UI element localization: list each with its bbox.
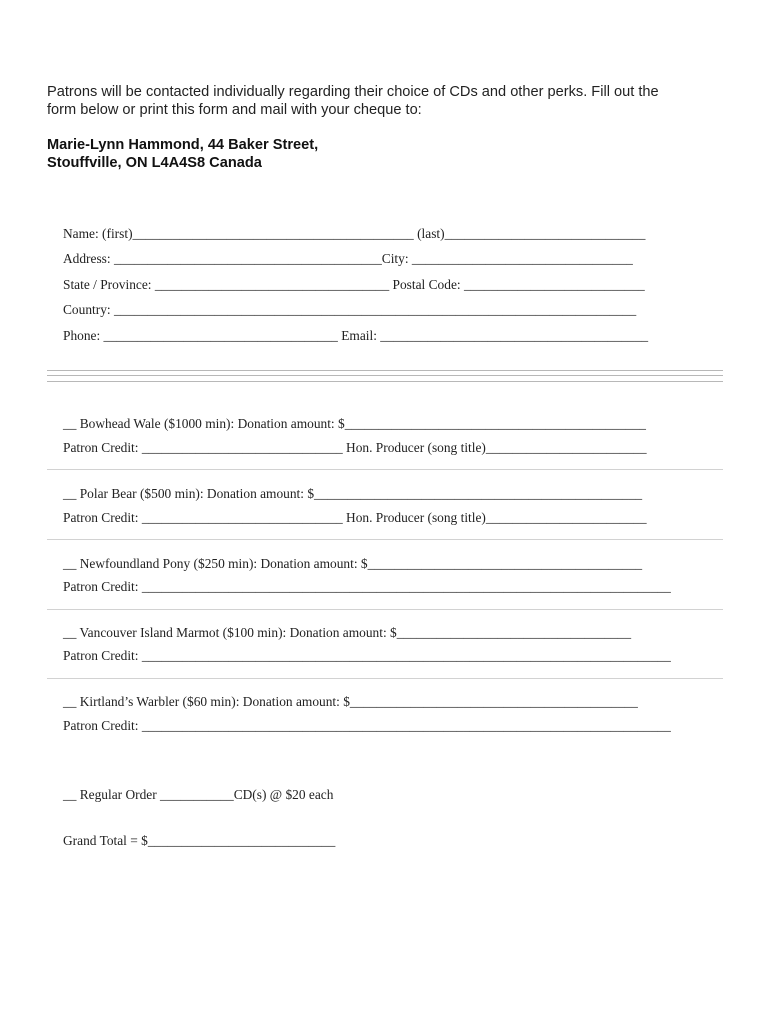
address-line-1: Marie-Lynn Hammond, 44 Baker Street, <box>47 137 319 153</box>
intro-line-2: form below or print this form and mail with your cheque to: <box>47 102 422 118</box>
divider <box>47 370 723 371</box>
tier-pony-credit[interactable]: Patron Credit: _______________________________________________________________________________ <box>63 579 671 594</box>
tier-polar-bear-credit[interactable]: Patron Credit: ______________________________ Hon. Producer (song title)________________________ <box>63 510 647 525</box>
country-field[interactable]: Country: ______________________________________________________________________________ <box>63 302 637 317</box>
tier-bowhead-donation[interactable]: __ Bowhead Wale ($1000 min): Donation amount: $_____________________________________________ <box>63 416 646 431</box>
tier-bowhead-credit[interactable]: Patron Credit: ______________________________ Hon. Producer (song title)________________________ <box>63 440 647 455</box>
intro-line-1: Patrons will be contacted individually regarding their choice of CDs and other perks. Fill out the <box>47 84 659 100</box>
divider <box>47 375 723 376</box>
tier-warbler-credit[interactable]: Patron Credit: _______________________________________________________________________________ <box>63 718 671 733</box>
tier-pony-donation[interactable]: __ Newfoundland Pony ($250 min): Donation amount: $_________________________________________ <box>63 556 643 571</box>
divider <box>47 381 723 382</box>
mailing-address <box>47 136 737 172</box>
divider <box>47 609 723 610</box>
intro-text <box>47 83 737 119</box>
address-line-2: Stouffville, ON L4A4S8 Canada <box>47 155 262 171</box>
address-field[interactable]: Address: ________________________________________City: _________________________________ <box>63 251 633 266</box>
phone-email-field[interactable]: Phone: ___________________________________ Email: ________________________________________ <box>63 328 649 343</box>
tier-marmot-credit[interactable]: Patron Credit: _______________________________________________________________________________ <box>63 648 671 663</box>
divider <box>47 469 723 470</box>
tier-polar-bear-donation[interactable]: __ Polar Bear ($500 min): Donation amount: $_________________________________________________ <box>63 486 643 501</box>
name-field[interactable]: Name: (first)__________________________________________ (last)______________________________ <box>63 226 646 241</box>
divider <box>47 678 723 679</box>
tier-warbler-donation[interactable]: __ Kirtland’s Warbler ($60 min): Donation amount: $___________________________________________ <box>63 694 638 709</box>
regular-order-field[interactable]: __ Regular Order ___________CD(s) @ $20 each <box>63 787 334 802</box>
grand-total-field[interactable]: Grand Total = $____________________________ <box>63 833 336 848</box>
state-postal-field[interactable]: State / Province: ___________________________________ Postal Code: ___________________________ <box>63 277 645 292</box>
tier-marmot-donation[interactable]: __ Vancouver Island Marmot ($100 min): Donation amount: $___________________________________ <box>63 625 632 640</box>
divider <box>47 539 723 540</box>
